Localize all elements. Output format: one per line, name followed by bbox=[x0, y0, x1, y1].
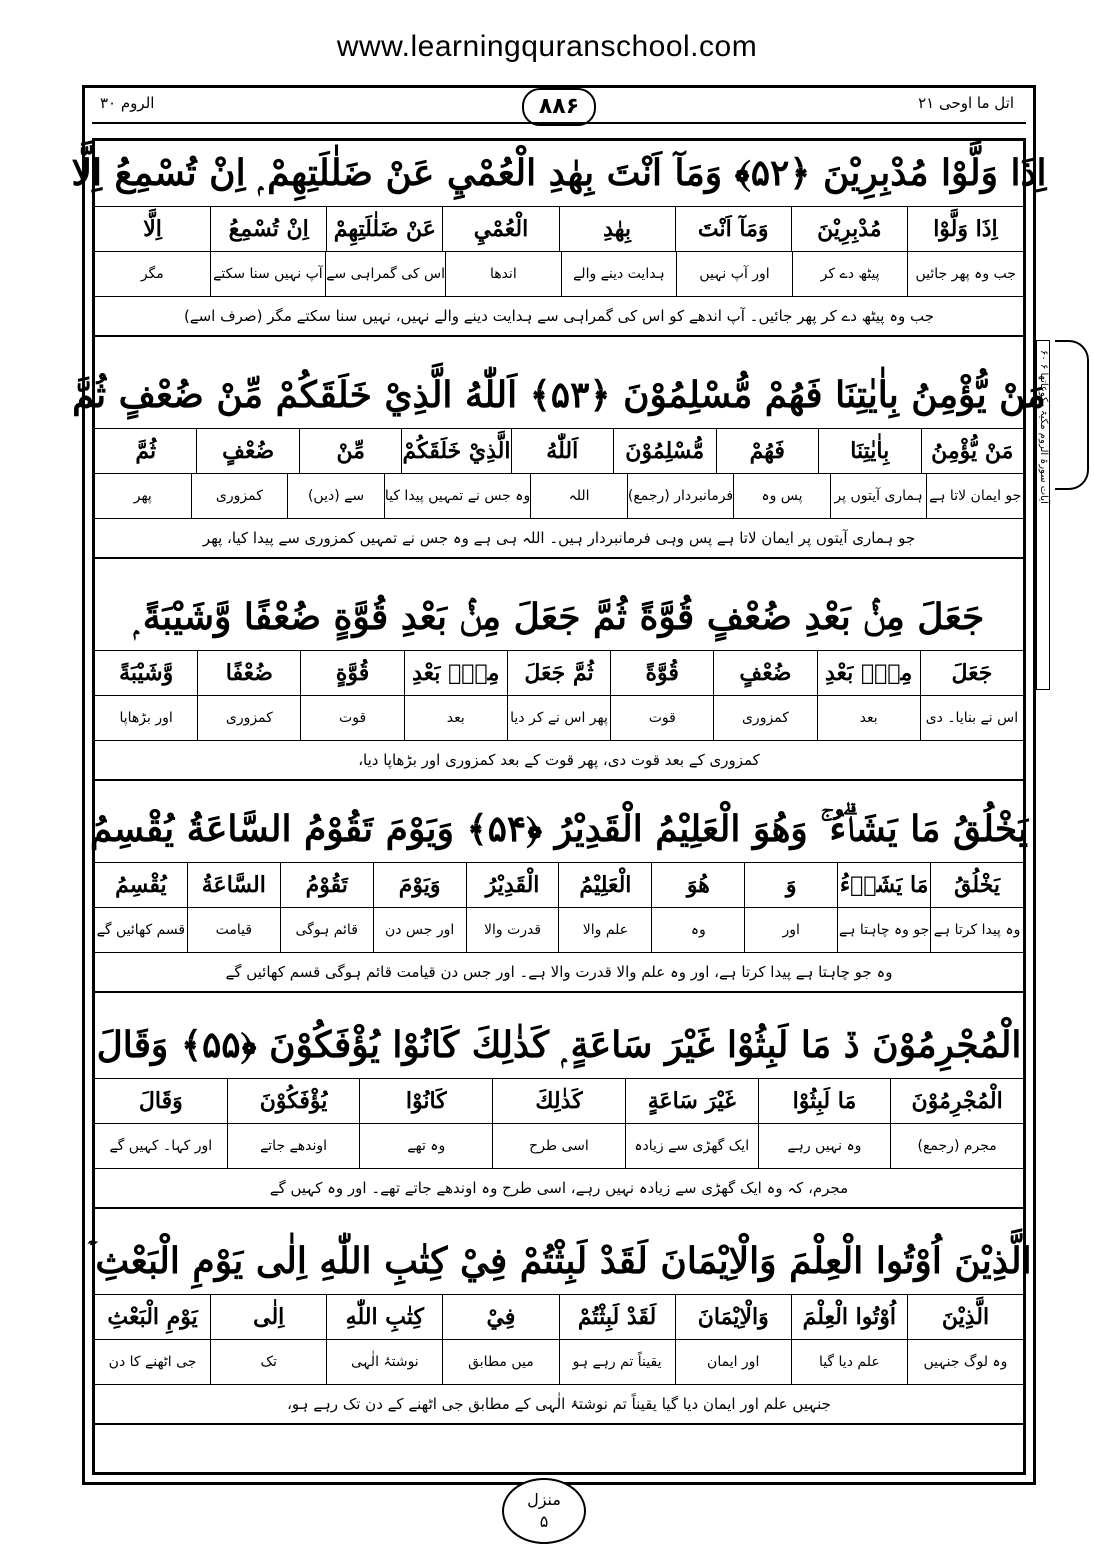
word-arabic-cell: جَعَلَ bbox=[920, 651, 1023, 695]
word-meaning-cell: پیٹھ دے کر bbox=[792, 252, 908, 296]
word-meaning-cell: پھر bbox=[133, 488, 152, 504]
word-arabic-cell: مَا لَبِثُوْا bbox=[758, 1079, 891, 1123]
word-arabic-cell: مِّنْ bbox=[299, 429, 402, 473]
word-meaning-cell: قدرت والا bbox=[466, 908, 559, 952]
word-arabic-cell: قُوَّةً bbox=[610, 651, 713, 695]
word-meaning-cell: علم دیا گیا bbox=[791, 1340, 907, 1384]
word-arabic-cell: اَللّٰهُ bbox=[511, 429, 614, 473]
word-arabic-row bbox=[95, 429, 1023, 474]
word-meaning-cell: وہ نہیں رہے bbox=[758, 1124, 891, 1168]
word-meaning-cell: اندھا bbox=[445, 252, 561, 296]
manzil-number: ۵ bbox=[539, 1512, 549, 1531]
word-meaning-cell: اور bbox=[744, 908, 837, 952]
word-meaning-cell: وہ پیدا کرتا ہے bbox=[930, 908, 1023, 952]
word-meaning-cell: جی اٹھنے کا دن bbox=[108, 1354, 197, 1370]
word-meaning-cell: قیامت bbox=[187, 908, 280, 952]
word-arabic-row bbox=[95, 651, 1023, 696]
word-meaning-cell: سے (دیں) bbox=[287, 474, 384, 518]
urdu-translation-line: جو ہماری آیتوں پر ایمان لاتا ہے پس وہی فرمانبردار ہیں۔ اللہ ہی ہے وہ جس نے تمہیں کمزوری سے پیدا کیا، پھر bbox=[95, 519, 1023, 559]
word-arabic-cell: قُوَّةٍ bbox=[300, 651, 403, 695]
word-meaning-cell: جو ایمان لاتا ہے bbox=[926, 474, 1023, 518]
word-meaning-row bbox=[95, 474, 1023, 519]
urdu-translation-line: وہ جو چاہتا ہے پیدا کرتا ہے، اور وہ علم والا قدرت والا ہے۔ اور جس دن قیامت قائم ہوگی قسم کھائیں گے bbox=[95, 953, 1023, 993]
word-arabic-cell: بِهٰدِ bbox=[559, 207, 675, 251]
word-meaning-cell: یقیناً تم رہے ہو bbox=[559, 1340, 675, 1384]
word-arabic-cell: ضُعْفًا bbox=[197, 651, 300, 695]
word-arabic-row bbox=[95, 1295, 1023, 1340]
word-meaning-cell: جب وہ پھر جائیں bbox=[907, 252, 1023, 296]
word-meaning-cell: اور بڑھاپا bbox=[119, 710, 173, 726]
word-meaning-cell: وہ جس نے تمہیں پیدا کیا bbox=[384, 474, 530, 518]
word-arabic-cell: مَا يَشَاۗءُ bbox=[837, 863, 930, 907]
ruku-ornament bbox=[1055, 340, 1089, 490]
word-arabic-cell: بِاٰيٰتِنَا bbox=[818, 429, 921, 473]
word-meaning-cell: اور کہا۔ کہیں گے bbox=[109, 1138, 213, 1154]
word-meaning-row bbox=[95, 252, 1023, 297]
word-meaning-cell: قوت bbox=[300, 696, 403, 740]
word-meaning-cell: اور ایمان bbox=[675, 1340, 791, 1384]
urdu-translation-line: جنہیں علم اور ایمان دیا گیا یقیناً تم نوشتۂ الٰہی کے مطابق جی اٹھنے کے دن تک رہے ہو، bbox=[95, 1385, 1023, 1425]
word-meaning-row bbox=[95, 1124, 1023, 1169]
word-meaning-cell: وہ تھے bbox=[359, 1124, 492, 1168]
word-meaning-cell: کمزوری bbox=[191, 474, 288, 518]
word-meaning-cell: وہ bbox=[651, 908, 744, 952]
word-arabic-cell: اِذَا وَلَّوْا bbox=[907, 207, 1023, 251]
word-arabic-cell: الَّذِيْ خَلَقَكُمْ bbox=[401, 429, 510, 473]
word-meaning-cell: بعد bbox=[817, 696, 920, 740]
word-arabic-cell: اِلَّا bbox=[143, 216, 162, 242]
word-meaning-row bbox=[95, 696, 1023, 741]
site-url: www.learningquranschool.com bbox=[336, 30, 758, 63]
word-arabic-cell: وَالْاِيْمَانَ bbox=[675, 1295, 791, 1339]
arabic-verse-line: الْمُجْرِمُوْنَ ڏ مَا لَبِثُوْا غَيْرَ سَاعَةٍ ۭ كَذٰلِكَ كَانُوْا يُؤْفَكُوْنَ ﴿۵۵﴾ وَقَالَ bbox=[95, 1012, 1023, 1079]
word-arabic-cell: وَمَآ اَنْتَ bbox=[675, 207, 791, 251]
word-meaning-cell: قوت bbox=[610, 696, 713, 740]
word-arabic-cell: الْمُجْرِمُوْنَ bbox=[890, 1079, 1023, 1123]
word-meaning-cell: تک bbox=[210, 1340, 326, 1384]
word-arabic-row bbox=[95, 863, 1023, 908]
urdu-translation-line: جب وہ پیٹھ دے کر پھر جائیں۔ آپ اندھے کو اس کی گمراہی سے ہدایت دینے والے نہیں، نہیں سنا سکتے مگر (صرف اسے) bbox=[95, 297, 1023, 337]
word-arabic-cell: مُدْبِرِيْنَ bbox=[791, 207, 907, 251]
word-arabic-cell: يُؤْفَكُوْنَ bbox=[227, 1079, 360, 1123]
word-arabic-cell: اِنْ تُسْمِعُ bbox=[210, 207, 326, 251]
verse-block bbox=[86, 1228, 1032, 1425]
arabic-verse-line: يَخْلُقُ مَا يَشَاۗءُ ۚ وَهُوَ الْعَلِيْمُ الْقَدِيْرُ ﴿۵۴﴾ وَيَوْمَ تَقُوْمُ السَّاعَةُ يُقْسِمُ bbox=[95, 796, 1023, 863]
word-arabic-cell: مَنْ يُّؤْمِنُ bbox=[921, 429, 1024, 473]
word-meaning-cell: اس نے بنایا۔ دی bbox=[920, 696, 1023, 740]
word-arabic-cell: مِنْۢ بَعْدِ bbox=[404, 651, 507, 695]
arabic-verse-line: جَعَلَ مِنْۢ بَعْدِ ضُعْفٍ قُوَّةً ثُمَّ جَعَلَ مِنْۢ بَعْدِ قُوَّةٍ ضُعْفًا وَّشَيْبَةً ۭ bbox=[95, 584, 1023, 651]
word-meaning-cell: قائم ہوگی bbox=[280, 908, 373, 952]
word-arabic-cell: يَخْلُقُ bbox=[930, 863, 1023, 907]
word-meaning-cell: آپ نہیں سنا سکتے bbox=[210, 252, 326, 296]
verse-block bbox=[89, 796, 1029, 993]
word-arabic-cell: فَهُمْ bbox=[716, 429, 819, 473]
word-arabic-cell: ضُعْفٍ bbox=[196, 429, 299, 473]
word-arabic-cell: وَيَوْمَ bbox=[373, 863, 466, 907]
word-meaning-cell: ہدایت دینے والے bbox=[561, 252, 677, 296]
word-arabic-cell: فِيْ bbox=[442, 1295, 558, 1339]
word-meaning-cell: مجرم (رجمع) bbox=[890, 1124, 1023, 1168]
word-arabic-cell: يُقْسِمُ bbox=[115, 872, 167, 898]
word-meaning-cell: اوندھے جاتے bbox=[227, 1124, 360, 1168]
word-arabic-cell: غَيْرَ سَاعَةٍ bbox=[625, 1079, 758, 1123]
word-meaning-cell: میں مطابق bbox=[442, 1340, 558, 1384]
word-arabic-cell: السَّاعَةُ bbox=[187, 863, 280, 907]
word-arabic-cell: كِتٰبِ اللّٰهِ bbox=[326, 1295, 442, 1339]
page-number: ۸۸۶ bbox=[522, 88, 596, 126]
word-meaning-cell: پھر اس نے کر دیا bbox=[507, 696, 610, 740]
word-meaning-cell: وہ لوگ جنہیں bbox=[907, 1340, 1023, 1384]
word-meaning-cell: فرمانبردار (رجمع) bbox=[627, 474, 733, 518]
word-meaning-cell: کمزوری bbox=[713, 696, 816, 740]
word-arabic-cell: الْعُمْيِ bbox=[442, 207, 558, 251]
word-arabic-cell: ثُمَّ bbox=[135, 438, 157, 464]
word-arabic-cell: هُوَ bbox=[651, 863, 744, 907]
word-meaning-cell: اس کی گمراہی سے bbox=[325, 252, 445, 296]
verse-block bbox=[95, 1012, 1023, 1209]
word-meaning-cell: جو وہ چاہتا ہے bbox=[837, 908, 930, 952]
arabic-verse-line: الَّذِيْنَ اُوْتُوا الْعِلْمَ وَالْاِيْمَانَ لَقَدْ لَبِثْتُمْ فِيْ كِتٰبِ اللّٰهِ اِلٰى يَوْمِ الْبَعْثِ ۡ bbox=[95, 1228, 1023, 1295]
word-arabic-cell: الْقَدِيْرُ bbox=[466, 863, 559, 907]
word-arabic-cell: وَقَالَ bbox=[138, 1088, 183, 1114]
word-arabic-cell: مُّسْلِمُوْنَ bbox=[613, 429, 716, 473]
word-meaning-row bbox=[95, 908, 1023, 953]
word-arabic-cell: اُوْتُوا الْعِلْمَ bbox=[791, 1295, 907, 1339]
urdu-translation-line: مجرم، کہ وہ ایک گھڑی سے زیادہ نہیں رہے، اسی طرح وہ اوندھے جاتے تھے۔ اور وہ کہیں گے bbox=[95, 1169, 1023, 1209]
word-meaning-cell: ہماری آیتوں پر bbox=[830, 474, 927, 518]
word-arabic-cell: وَّشَيْبَةً bbox=[119, 660, 174, 686]
word-meaning-cell: پس وہ bbox=[733, 474, 830, 518]
arabic-verse-line: اِذَا وَلَّوْا مُدْبِرِيْنَ ﴿۵۲﴾ وَمَآ اَنْتَ بِهٰدِ الْعُمْيِ عَنْ ضَلٰلَتِهِمْ ۭ اِنْ تُسْمِعُ اِلَّا bbox=[95, 140, 1023, 207]
verse-block bbox=[95, 584, 1023, 781]
word-arabic-cell: ضُعْفٍ bbox=[713, 651, 816, 695]
word-meaning-cell: علم والا bbox=[558, 908, 651, 952]
word-arabic-cell: مِنْۢ بَعْدِ bbox=[817, 651, 920, 695]
word-meaning-cell: ایک گھڑی سے زیادہ bbox=[625, 1124, 758, 1168]
word-arabic-cell: ثُمَّ جَعَلَ bbox=[507, 651, 610, 695]
word-arabic-cell: كَذٰلِكَ bbox=[492, 1079, 625, 1123]
manzil-label: منزل bbox=[527, 1490, 561, 1509]
arabic-verse-line: مَنْ يُّؤْمِنُ بِاٰيٰتِنَا فَهُمْ مُّسْلِمُوْنَ ﴿۵۳﴾ اَللّٰهُ الَّذِيْ خَلَقَكُمْ مِّنْ ضُعْفٍ ثُمَّ bbox=[95, 362, 1023, 429]
word-meaning-cell: بعد bbox=[404, 696, 507, 740]
manzil-marker bbox=[502, 1478, 586, 1544]
word-arabic-cell: لَقَدْ لَبِثْتُمْ bbox=[559, 1295, 675, 1339]
word-meaning-cell: نوشتۂ الٰہی bbox=[326, 1340, 442, 1384]
word-meaning-cell: اسی طرح bbox=[492, 1124, 625, 1168]
word-arabic-cell: وَ bbox=[744, 863, 837, 907]
urdu-translation-line: کمزوری کے بعد قوت دی، پھر قوت کے بعد کمزوری اور بڑھاپا دیا، bbox=[95, 741, 1023, 781]
word-arabic-cell: عَنْ ضَلٰلَتِهِمْ bbox=[326, 207, 442, 251]
word-arabic-cell: يَوْمِ الْبَعْثِ bbox=[107, 1304, 198, 1330]
header-divider bbox=[92, 122, 1026, 124]
header-juz-name: اتل ما اوحی ۲۱ bbox=[918, 94, 1014, 112]
word-meaning-cell: کمزوری bbox=[197, 696, 300, 740]
word-meaning-cell: قسم کھائیں گے bbox=[96, 922, 186, 938]
header-surah-name: الروم ۳۰ bbox=[100, 94, 155, 112]
word-meaning-cell: اللہ bbox=[530, 474, 627, 518]
verse-block bbox=[71, 140, 1047, 337]
word-arabic-cell: اِلٰى bbox=[210, 1295, 326, 1339]
word-meaning-cell: اور آپ نہیں bbox=[676, 252, 792, 296]
word-meaning-cell: مگر bbox=[140, 266, 164, 282]
word-meaning-cell: اور جس دن bbox=[373, 908, 466, 952]
word-arabic-cell: كَانُوْا bbox=[359, 1079, 492, 1123]
word-arabic-cell: تَقُوْمُ bbox=[280, 863, 373, 907]
side-surah-info: ۶۰ آیات سورۃ الروم مکیۃ رکوعاتھا ۶ bbox=[1038, 350, 1049, 504]
word-arabic-cell: الْعَلِيْمُ bbox=[558, 863, 651, 907]
word-arabic-cell: الَّذِيْنَ bbox=[907, 1295, 1023, 1339]
word-arabic-row bbox=[95, 207, 1023, 252]
word-arabic-row bbox=[95, 1079, 1023, 1124]
word-meaning-row bbox=[95, 1340, 1023, 1385]
